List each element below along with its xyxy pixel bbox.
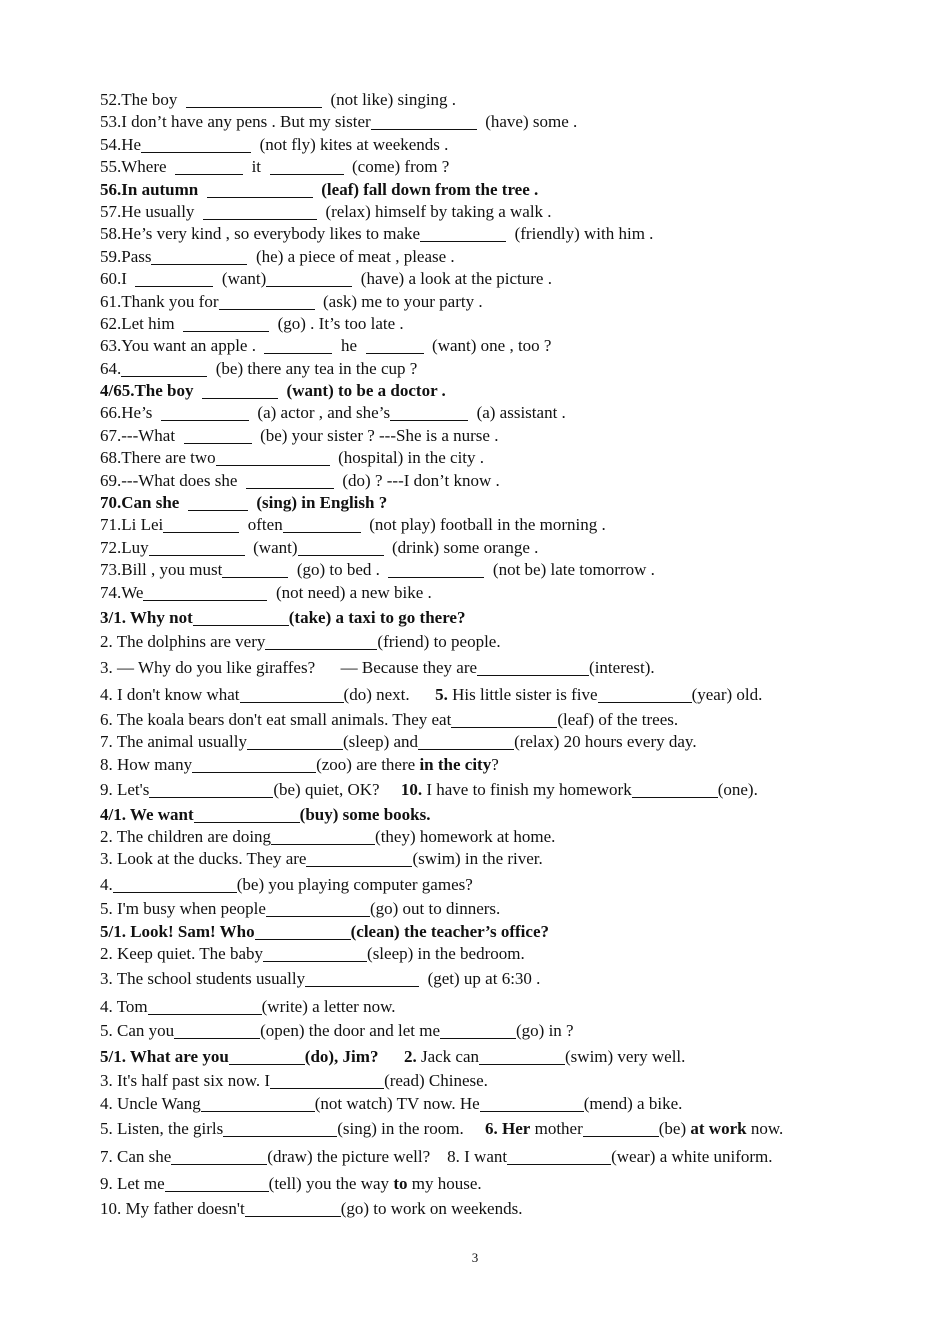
answer-blank[interactable] [305,970,419,987]
answer-blank[interactable] [306,850,412,867]
line-text: (go) to work on weekends. [340,1198,523,1218]
answer-blank[interactable] [507,1148,611,1165]
answer-blank[interactable] [479,1048,565,1065]
line-text: 54.He [100,134,142,154]
line-text: (friendly) with him . [506,224,654,244]
exercise-line-57 [100,201,880,223]
line-text: 5. Listen, the girls [100,1119,224,1139]
answer-blank[interactable] [266,900,370,917]
line-text: (do), Jim? [304,1046,379,1066]
exercise-line-73 [100,559,880,581]
line-text: (read) Chinese. [384,1071,488,1091]
line-text: (do) ? ---I don’t know . [333,470,500,490]
line-text: (not need) a new bike . [267,582,432,602]
answer-blank[interactable] [149,781,273,798]
line-text: (not like) singing . [321,90,457,109]
answer-blank[interactable] [229,1048,305,1065]
exercise-line-s6-9 [100,1170,880,1198]
exercise-line-s6-1 [100,1043,880,1071]
answer-blank[interactable] [263,945,367,962]
line-text: 56.In autumn [100,179,207,199]
exercise-line-65 [100,380,880,402]
exercise-line-s3-4 [100,681,880,709]
line-text: 4. Uncle Wang [100,1093,201,1113]
answer-blank[interactable] [171,1148,267,1165]
line-text: (sleep) in the bedroom. [367,944,525,963]
exercise-line-s3-3 [100,654,880,682]
line-text: (sing) in the room. [337,1119,486,1139]
line-text: to [393,1174,408,1194]
line-text: (relax) 20 hours every day. [514,732,697,752]
exercise-line-s3-9 [100,776,880,804]
line-text: 59.Pass [100,246,152,266]
exercise-line-60 [100,268,880,290]
exercise-line-s6-4 [100,1093,880,1115]
answer-blank[interactable] [141,136,251,153]
exercise-line-74 [100,582,880,604]
answer-blank[interactable] [240,686,344,703]
line-text: 52.The boy [100,90,186,109]
answer-blank[interactable] [247,733,343,750]
line-text: 53.I don’t have any pens . But my sister [100,112,371,132]
line-text: (want) [244,537,298,557]
line-text: His little sister is five [447,685,598,705]
exercise-line-s3-8 [100,754,880,776]
line-text: (relax) himself by taking a walk . [316,201,552,221]
line-text: 4. Tom [100,996,148,1016]
line-text: now. [746,1119,784,1139]
line-text: 70.Can she [100,493,188,513]
line-text: 66.He’s [100,403,161,423]
exercise-line-64 [100,358,880,380]
answer-blank[interactable] [245,1200,341,1217]
line-text: (not be) late tomorrow . [484,560,655,580]
exercise-line-s6-10 [100,1198,880,1220]
line-text: 72.Luy [100,537,149,557]
answer-blank[interactable] [121,360,207,377]
line-text: (not watch) TV now. He [314,1093,480,1113]
line-text: (do) next. [343,685,436,705]
answer-blank[interactable] [219,293,315,310]
line-text: (open) the door and let me [260,1021,440,1041]
answer-blank[interactable] [270,158,344,175]
exercise-line-s6-5 [100,1115,880,1143]
answer-blank[interactable] [598,686,692,703]
answer-blank[interactable] [163,516,239,533]
line-text: 73.Bill , you must [100,560,223,580]
line-text: 3. It's half past six now. I [100,1071,271,1091]
worksheet-page [100,89,880,1220]
line-text: at work [690,1119,747,1139]
answer-blank[interactable] [193,609,289,626]
answer-blank[interactable] [390,404,468,421]
answer-blank[interactable] [298,539,384,556]
answer-blank[interactable] [255,923,351,940]
line-text: (tell) you the way [268,1174,394,1194]
exercise-line-69 [100,470,880,492]
line-text: 2. The dolphins are very [100,632,266,652]
answer-blank[interactable] [207,181,313,198]
line-text: (sing) in English ? [247,493,388,513]
line-text: 63.You want an apple . [100,336,265,356]
line-text: 5/1. Look! Sam! Who [100,921,255,941]
line-text: Jack can [416,1046,480,1066]
line-text: I have to finish my homework [422,780,632,800]
exercise-line-s4-5 [100,898,880,920]
line-text: (want) to be a doctor . [278,381,446,401]
line-text: 64. [100,358,122,378]
line-text: 10. My father doesn't [100,1198,245,1218]
exercise-line-s5-3 [100,965,880,993]
line-text: (go) . It’s too late . [269,313,404,333]
line-text: (sleep) and [343,732,419,752]
line-text: (year) old. [691,685,763,705]
line-text: (one). [717,780,758,800]
line-text: (not fly) kites at weekends . [251,134,449,154]
line-text: often [239,515,283,535]
answer-blank[interactable] [135,270,213,287]
line-text: 6. The koala bears don't eat small animals. They eat [100,709,452,729]
line-text: (get) up at 6:30 . [419,969,541,989]
line-text: 62.Let him [100,313,184,333]
exercise-line-s3-2 [100,631,880,653]
line-text: 4. [100,874,113,894]
line-text: he [332,336,366,356]
line-text: (buy) some books. [299,804,431,824]
answer-blank[interactable] [143,584,267,601]
line-text: (take) a taxi to go there? [288,607,466,627]
line-text: (go) in ? [516,1021,574,1041]
answer-blank[interactable] [149,539,245,556]
answer-blank[interactable] [418,733,514,750]
line-text: (he) a piece of meat , please . [247,246,455,266]
line-text: (be) [658,1119,691,1139]
line-text: 8. How many [100,754,193,774]
answer-blank[interactable] [265,633,377,650]
answer-blank[interactable] [183,315,269,332]
line-text: (interest). [589,657,655,677]
line-text: 7. The animal usually [100,732,247,752]
answer-blank[interactable] [371,113,477,130]
line-text: (be) there any tea in the cup ? [207,358,418,378]
line-text: (swim) in the river. [412,849,543,869]
line-text: 68.There are two [100,448,216,468]
line-text: in the city [419,754,492,774]
line-text: (write) a letter now. [261,996,396,1016]
line-text: (mend) a bike. [583,1093,683,1113]
answer-blank[interactable] [151,248,247,265]
line-text: 58.He’s very kind , so everybody likes to make [100,224,421,244]
line-text: 4/1. We want [100,804,194,824]
line-text: (have) a look at the picture . [352,269,552,289]
line-text: (go) out to dinners. [369,899,501,919]
answer-blank[interactable] [194,806,300,823]
exercise-line-58 [100,223,880,245]
exercise-line-s5-2 [100,943,880,965]
exercise-line-68 [100,447,880,469]
answer-blank[interactable] [203,203,317,220]
line-text: (leaf) of the trees. [557,709,679,729]
line-text: it [243,157,270,177]
line-text: (friend) to people. [377,632,501,652]
line-text: ? [491,754,499,774]
answer-blank[interactable] [175,158,243,175]
line-text: my house. [407,1174,482,1194]
exercise-line-53 [100,111,880,133]
exercise-line-s6-7 [100,1143,880,1171]
line-text: mother [530,1119,583,1139]
answer-blank[interactable] [222,561,288,578]
line-text: (a) assistant . [468,403,566,423]
exercise-line-s5-4 [100,993,880,1021]
line-text: (draw) the picture well? 8. I want [267,1146,508,1166]
line-text: (swim) very well. [565,1046,686,1066]
exercise-line-71 [100,514,880,536]
answer-blank[interactable] [583,1120,659,1137]
line-text: 3/1. Why not [100,607,193,627]
exercise-line-61 [100,291,880,313]
answer-blank[interactable] [266,270,352,287]
line-text: (be) your sister ? ---She is a nurse . [251,425,499,445]
exercise-line-s4-3 [100,848,880,870]
line-text: 4/65.The boy [100,381,203,401]
exercise-line-s5-1 [100,921,880,943]
answer-blank[interactable] [161,404,249,421]
line-text: 5. I'm busy when people [100,899,266,919]
answer-blank[interactable] [184,427,252,444]
line-text: 74.We [100,582,144,602]
answer-blank[interactable] [264,337,332,354]
line-text: 2. The children are doing [100,826,272,846]
answer-blank[interactable] [366,337,424,354]
answer-blank[interactable] [477,659,589,676]
answer-blank[interactable] [186,91,322,108]
line-text: (come) from ? [343,157,450,177]
answer-blank[interactable] [440,1022,516,1039]
line-text: 6. Her [485,1119,531,1139]
answer-blank[interactable] [480,1095,584,1112]
line-text: (not play) football in the morning . [360,515,606,535]
line-text: (go) to bed . [288,560,389,580]
answer-blank[interactable] [113,876,237,893]
line-text [378,1047,404,1066]
line-text: 10. [400,780,423,800]
answer-blank[interactable] [201,1095,315,1112]
exercise-line-s3-1 [100,604,880,632]
line-text: 2. Keep quiet. The baby [100,944,264,963]
line-text: 69.---What does she [100,470,246,490]
exercise-line-s3-6 [100,709,880,731]
exercise-line-67 [100,425,880,447]
line-text: 5. Can you [100,1021,175,1041]
exercise-line-s4-1 [100,804,880,826]
line-text: 55.Where [100,157,176,177]
exercise-line-66 [100,402,880,424]
answer-blank[interactable] [216,449,330,466]
exercise-line-55 [100,156,880,178]
line-text: 3. The school students usually [100,969,306,989]
line-text: (a) actor , and she’s [248,403,391,423]
exercise-line-56 [100,179,880,201]
answer-blank[interactable] [192,756,316,773]
answer-blank[interactable] [246,472,334,489]
answer-blank[interactable] [271,828,375,845]
line-text: 2. [403,1046,417,1066]
answer-blank[interactable] [223,1120,337,1137]
line-text: (be) quiet, OK? [273,780,401,800]
line-text: (leaf) fall down from the tree . [312,179,539,199]
answer-blank[interactable] [420,225,506,242]
line-text: (have) some . [476,112,578,132]
answer-blank[interactable] [451,711,557,728]
exercise-line-s6-3 [100,1070,880,1092]
exercise-line-54 [100,134,880,156]
answer-blank[interactable] [270,1072,384,1089]
answer-blank[interactable] [188,494,248,511]
line-text: (want) one , too ? [423,336,552,356]
exercise-line-70 [100,492,880,514]
exercise-line-52 [100,89,880,111]
line-text: (hospital) in the city . [329,448,485,468]
exercise-line-s5-5 [100,1020,880,1042]
line-text: (clean) the teacher’s office? [350,921,549,941]
line-text: 67.---What [100,425,184,445]
line-text: 5. [435,685,448,705]
line-text: 3. Look at the ducks. They are [100,849,307,869]
line-text: (be) you playing computer games? [236,874,473,894]
answer-blank[interactable] [148,998,262,1015]
exercise-line-63 [100,335,880,357]
line-text: (they) homework at home. [375,826,556,846]
answer-blank[interactable] [174,1022,260,1039]
exercise-line-s4-2 [100,826,880,848]
answer-blank[interactable] [388,561,484,578]
line-text: (wear) a white uniform. [611,1146,773,1166]
answer-blank[interactable] [283,516,361,533]
line-text: 3. — Why do you like giraffes? — Because they are [100,657,478,677]
exercise-line-62 [100,313,880,335]
line-text: 4. I don't know what [100,685,240,705]
answer-blank[interactable] [632,781,718,798]
line-text: (want) [213,269,267,289]
line-text: 71.Li Lei [100,515,164,535]
exercise-line-59 [100,246,880,268]
exercise-line-s4-4 [100,871,880,899]
line-text: 57.He usually [100,201,203,221]
exercise-line-s3-7 [100,731,880,753]
line-text: 5/1. What are you [100,1046,229,1066]
line-text: 9. Let me [100,1174,165,1194]
answer-blank[interactable] [165,1175,269,1192]
page-number: 3 [471,1250,479,1265]
line-text: 9. Let's [100,780,150,800]
line-text: (zoo) are there [316,754,420,774]
line-text: (ask) me to your party . [314,291,483,311]
line-text: 61.Thank you for [100,291,219,311]
answer-blank[interactable] [202,382,278,399]
line-text: (drink) some orange . [383,537,539,557]
line-text: 60.I [100,269,136,289]
exercise-line-72 [100,537,880,559]
line-text: 7. Can she [100,1146,172,1166]
